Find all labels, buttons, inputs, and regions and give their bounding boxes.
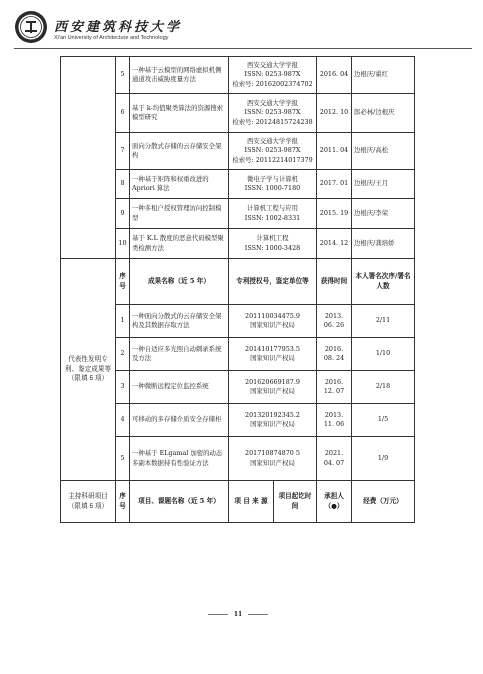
journal-index: 检索号: 20124815724238 [232,117,313,126]
patent-date: 2013. 11. 06 [317,404,352,437]
journal-index: 检索号: 20162002374702 [232,79,313,88]
achievements-table [60,56,415,523]
patent-rank: 1/9 [352,437,415,481]
patent-date: 2016. 08. 24 [317,338,352,371]
patent-rank: 1/5 [352,404,415,437]
paper-journal [229,170,317,199]
paper-date: 2017. 01 [317,170,352,199]
paper-journal [229,133,317,170]
patent-no: 2 [116,338,130,371]
projects-header-no: 序号 [116,481,130,523]
paper-authors: 边根庆/高松 [352,133,415,170]
paper-no: 8 [116,170,130,199]
paper-title: 一种多租户授权管理访问控制模型 [130,199,229,229]
patent-number [229,338,317,371]
patents-header-patent-no: 专利授权号，鉴定单位等 [229,259,317,305]
papers-category-cell [61,57,116,259]
paper-authors: 边根庆/龚培娇 [352,229,415,259]
patent-grant-no: 201320192345.2 [245,410,300,419]
paper-journal [229,94,317,133]
patent-grant-no: 201110034475.9 [245,311,300,320]
paper-date: 2014. 12 [317,229,352,259]
paper-no: 5 [116,57,130,94]
projects-header-row [61,481,415,523]
paper-no: 7 [116,133,130,170]
patent-grant-no: 201620669187.9 [245,377,300,386]
patents-header-name: 成果名称（近 5 年） [130,259,229,305]
paper-authors: 郎必林/边根庆 [352,94,415,133]
journal-issn: ISSN: 0253-987X [244,70,301,79]
projects-header-name: 项目、课题名称（近 5 年） [130,481,229,523]
journal-name: 西安交通大学学报 [246,137,299,146]
paper-authors: 边根庆/翟红 [352,57,415,94]
journal-index: 检索号: 20112214017379 [232,155,313,164]
page-header [14,10,474,46]
journal-issn: ISSN: 1002-8331 [244,213,301,222]
patent-name: 可移动的多存储介质安全存储柜 [130,404,229,437]
paper-journal [229,229,317,259]
patents-category-label: 代表性发明专利、鉴定成果等（限填 5 项） [61,259,116,481]
patents-header-no: 序号 [116,259,130,305]
paper-no: 10 [116,229,130,259]
patents-header-date: 获得时间 [317,259,352,305]
patent-rank: 2/18 [352,371,415,404]
paper-row [61,57,415,94]
paper-journal [229,57,317,94]
paper-date: 2015. 19 [317,199,352,229]
university-name-en: Xi'an University of Architecture and Technology [54,35,169,41]
patent-grant-no: 201410177953.5 [245,344,300,353]
patent-rank: 1/10 [352,338,415,371]
patent-rank: 2/11 [352,305,415,338]
patent-date: 2021. 04. 07 [317,437,352,481]
journal-name: 西安交通大学学报 [246,99,299,108]
paper-date: 2011. 04 [317,133,352,170]
paper-title: 基于 K.L 散度的恶意代码模型聚类检测方法 [130,229,229,259]
paper-date: 2016. 04 [317,57,352,94]
university-name-cn: 西安建筑科技大学 [54,20,183,35]
patent-no: 3 [116,371,130,404]
paper-authors: 边根庆/王月 [352,170,415,199]
journal-issn: ISSN: 0253-987X [244,108,301,117]
paper-title: 基于 k-均值聚类算法的资源搜索模型研究 [130,94,229,133]
patent-number [229,437,317,481]
paper-title: 面向分散式存储的云存储安全架构 [130,133,229,170]
projects-header-leader: 承担人（●） [317,481,352,523]
paper-title: 一种基于矩阵和权重改进的 Apriori 算法 [130,170,229,199]
patent-name: 一种自适应多光照自动刺录系统及方法 [130,338,229,371]
patent-office: 国家知识产权局 [250,420,295,428]
patent-no: 5 [116,437,130,481]
patent-office: 国家知识产权局 [250,354,295,362]
patent-office: 国家知识产权局 [250,321,295,329]
projects-category-label: 主持科研项目（限填 5 项） [61,481,116,523]
patent-grant-no: 201710874870 5 [245,449,300,458]
journal-name: 计算机工程 [256,234,289,243]
patent-number [229,404,317,437]
paper-no: 9 [116,199,130,229]
paper-authors: 边根庆/李荣 [352,199,415,229]
patent-office: 国家知识产权局 [250,387,295,395]
journal-name: 西安交通大学学报 [246,61,299,70]
patents-header-row [61,259,415,305]
patent-no: 1 [116,305,130,338]
patent-no: 4 [116,404,130,437]
journal-name: 计算机工程与应用 [246,204,299,213]
patent-date: 2013. 06. 26 [317,305,352,338]
projects-header-source: 项 目 来 源 [229,481,274,523]
patents-header-rank: 本人署名次序/署名人数 [352,259,415,305]
projects-header-period: 项目起讫时间 [274,481,317,523]
journal-issn: ISSN: 0253-987X [244,146,301,155]
projects-header-funds: 经费（万元） [352,481,415,523]
patent-name: 一种基于 ELgamal 加密的动态多副本数据持有性验证方法 [130,437,229,481]
university-seal-icon [14,10,48,44]
header-divider [14,48,472,49]
paper-journal [229,199,317,229]
journal-name: 微电子学与计算机 [246,174,299,183]
patent-date: 2016. 12. 07 [317,371,352,404]
paper-title: 一种基于云模型的网络虚拟机侧通道攻击威胁度量方法 [130,57,229,94]
patent-name: 一种面向分散式的云存储安全架构及其数据存取方法 [130,305,229,338]
patent-name: 一种微断远程定位监控系统 [130,371,229,404]
patent-office: 国家知识产权局 [250,458,295,467]
paper-date: 2012. 10 [317,94,352,133]
patent-number [229,371,317,404]
paper-no: 6 [116,94,130,133]
journal-issn: ISSN: 1000-7180 [244,184,301,192]
journal-issn: ISSN: 1000-3428 [244,243,301,252]
page-number: 11 [228,611,248,619]
patent-number [229,305,317,338]
